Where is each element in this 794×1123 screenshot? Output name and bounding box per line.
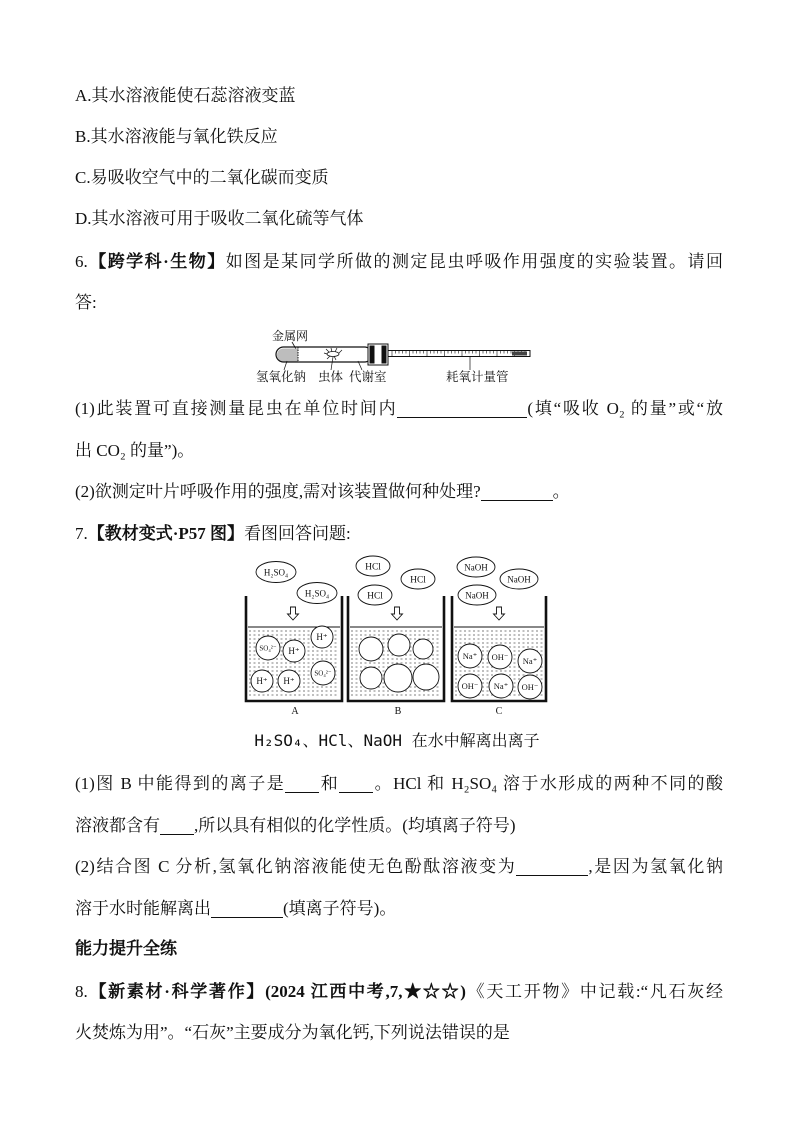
label-insect: 虫体 [318, 370, 344, 384]
beaker-a [246, 562, 342, 718]
down-arrow-icon [288, 607, 299, 620]
q7-part1-text-b: 和 [319, 774, 340, 793]
q8-stem-line-1 [75, 971, 723, 1012]
label-sodium-hydroxide: 氢氧化钠 [256, 370, 307, 384]
q7-stem-line [75, 513, 723, 554]
q7-part1-text-e: ,所以具有相似的化学性质。(均填离子符号) [194, 816, 516, 835]
q6-tag: 【跨学科·生物】 [87, 252, 226, 271]
q7-part2-line-1 [75, 846, 723, 887]
q7-number: 7. [75, 524, 88, 543]
molecule-label: HCl [410, 575, 426, 586]
answer-blank [516, 857, 588, 876]
molecule-label: NaOH [464, 562, 488, 573]
beaker-c [452, 557, 546, 717]
ion-circle-empty [384, 664, 412, 692]
q7-part2-text-c: 溶于水时能解离出 [75, 899, 211, 918]
ion-label: SO₄²⁻ [314, 669, 332, 678]
molecule-label: HCl [367, 591, 383, 602]
ion-circle-empty [360, 667, 382, 689]
q6-part2-end: 。 [552, 482, 570, 501]
q7-part1-line-1 [75, 763, 723, 804]
q7-part2-text-d: (填离子符号)。 [283, 899, 397, 918]
q7-part2-text-a: (2)结合图 C 分析,氢氧化钠溶液能使无色酚酞溶液变为 [75, 857, 517, 876]
ion-label: Na⁺ [522, 656, 538, 666]
q8-stem-line-2: 火焚炼为用”。“石灰”主要成分为氧化钙,下列说法错误的是 [75, 1023, 510, 1042]
beaker-label: A [291, 706, 299, 717]
q6-part1-hint: (填“吸收 O₂ 的量”或“放 [527, 399, 723, 418]
molecule-label: HCl [365, 562, 381, 573]
ion-circle-empty [388, 634, 410, 656]
q7-part1-text-c: 。HCl 和 H₂SO₄ 溶于水形成的两种不同的酸 [373, 774, 724, 793]
label-oxygen-measuring-tube: 耗氧计量管 [446, 370, 509, 384]
q6-part1-line-1 [75, 388, 723, 429]
q7-part2-text-b: ,是因为氢氧化钠 [588, 857, 723, 876]
ion-label: H⁺ [283, 676, 295, 686]
q7-part1-text-d: 溶液都含有 [75, 816, 160, 835]
q6-part2-text: (2)欲测定叶片呼吸作用的强度,需对该装置做何种处理? [75, 482, 481, 501]
ion-label: OH⁻ [521, 682, 539, 692]
beaker-label: B [394, 706, 402, 717]
ion-label: Na⁺ [462, 651, 478, 661]
ion-circle-empty [413, 639, 433, 659]
option-d: D.其水溶液可用于吸收二氧化硫等气体 [75, 209, 364, 228]
molecule-label: H₂SO₄ [263, 567, 289, 578]
option-a: A.其水溶液能使石蕊溶液变蓝 [75, 86, 296, 105]
ion-label: Na⁺ [493, 681, 509, 691]
q7-part2-line-2 [75, 888, 723, 929]
ion-label: H⁺ [288, 646, 300, 656]
option-b: B.其水溶液能与氧化铁反应 [75, 127, 278, 146]
answer-blank [285, 774, 319, 793]
q7-tag: 【教材变式·P57 图】 [87, 524, 245, 543]
q7-part1-line-2 [75, 805, 723, 846]
leader-line-insect [331, 357, 333, 370]
down-arrow-icon [494, 607, 505, 620]
q7-part1-text-a: (1)图 B 中能得到的离子是 [75, 774, 286, 793]
liquid-drop [512, 352, 527, 356]
ion-label: SO₄²⁻ [259, 644, 277, 653]
q7-stem-text: 看图回答问题: [244, 524, 351, 543]
answer-blank [397, 399, 527, 418]
ion-circle-empty [413, 664, 439, 690]
q6-stem-line-1 [75, 241, 723, 282]
ion-label: H⁺ [256, 676, 268, 686]
sodium-hydroxide-region [277, 349, 298, 362]
stopper-part-left [370, 346, 375, 364]
q6-part2-line [75, 471, 723, 512]
ion-dissociation-figure [240, 552, 552, 720]
q8-number: 8. [75, 982, 88, 1001]
option-c: C.易吸收空气中的二氧化碳而变质 [75, 168, 329, 187]
beaker-b [348, 556, 444, 717]
stopper-part-right [382, 346, 387, 364]
respiration-apparatus-figure [250, 325, 535, 387]
leader-line-mesh [292, 342, 296, 349]
q8-stem-text: 《天工开物》中记载:“凡石灰经 [465, 982, 723, 1001]
answer-blank [481, 482, 553, 501]
answer-blank [339, 774, 373, 793]
q8-tag: 【新素材·科学著作】 [87, 982, 266, 1001]
ion-label: OH⁻ [461, 681, 479, 691]
insect-body-shape [327, 352, 339, 357]
label-metabolic-chamber: 代谢室 [349, 370, 387, 384]
molecule-label: NaOH [507, 574, 531, 585]
q6-part1-line-2: 出 CO₂ 的量”)。 [75, 441, 195, 460]
ion-label: H⁺ [316, 632, 328, 642]
molecule-label: H₂SO₄ [304, 588, 330, 599]
down-arrow-icon [392, 607, 403, 620]
q8-source: (2024 江西中考,7,★☆☆) [265, 982, 466, 1001]
answer-blank [211, 899, 283, 918]
ion-circle-empty [359, 637, 383, 661]
ion-label: OH⁻ [491, 652, 509, 662]
beaker-label: C [495, 706, 503, 717]
answer-blank [160, 816, 194, 835]
figure-caption: H₂SO₄、HCl、NaOH 在水中解离出离子 [254, 731, 540, 750]
q6-stem-text: 如图是某同学所做的测定昆虫呼吸作用强度的实验装置。请回 [225, 252, 724, 271]
q6-part1-text: (1)此装置可直接测量昆虫在单位时间内 [75, 399, 398, 418]
q6-number: 6. [75, 252, 88, 271]
section-header: 能力提升全练 [75, 939, 177, 958]
label-metal-mesh: 金属网 [272, 329, 309, 343]
molecule-label: NaOH [465, 590, 489, 601]
q6-stem-line-2: 答: [75, 293, 97, 312]
